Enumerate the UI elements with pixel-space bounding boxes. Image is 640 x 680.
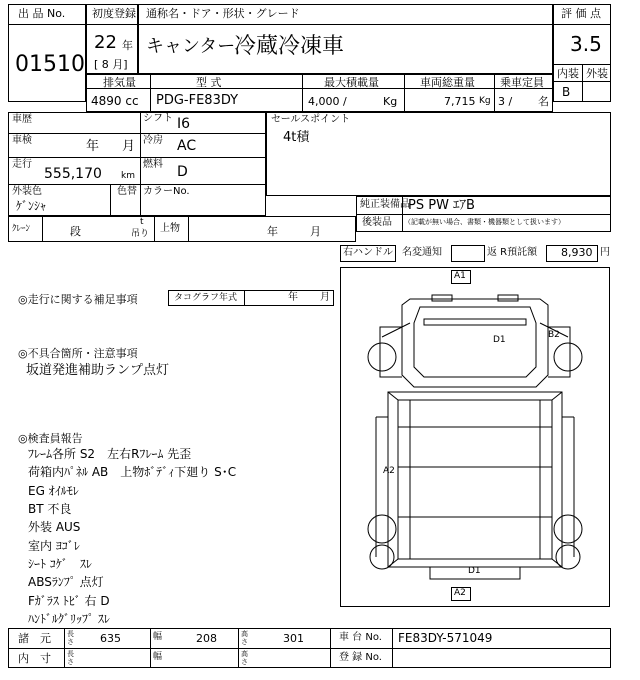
mileage-unit: km (121, 171, 135, 181)
max-load-unit: Kg (383, 95, 398, 108)
crane-ton-unit: t (140, 217, 144, 227)
interior-grade: B (562, 85, 571, 99)
damage-mark: B2 (548, 330, 560, 340)
first-reg-month: [ 8 月] (94, 58, 128, 71)
mileage: 555,170 (44, 166, 102, 182)
details-box (8, 112, 266, 216)
first-reg-label: 初度登録 (92, 7, 136, 20)
gross-weight: 7,715 (444, 95, 476, 108)
inspector-line: BT 不良 (28, 502, 72, 516)
inspector-line: 室内 ﾖｺﾞﾚ (28, 539, 80, 553)
first-reg-year-unit: 年 (122, 39, 133, 52)
inspector-line: EG ｵｲﾙﾓﾚ (28, 484, 79, 498)
tachograph-label: タコグラフ年式 (174, 293, 238, 303)
sales-point-label: セールスポイント (271, 114, 351, 125)
capacity: 3 / (498, 95, 513, 108)
mileage-label: 走行 (12, 159, 32, 170)
divider (140, 112, 141, 216)
inspector-line: ABSﾗﾝﾌﾟ 点灯 (28, 575, 104, 589)
car-name: キャンター (146, 36, 236, 57)
max-load: 4,000 / (308, 95, 347, 108)
lot-no: 01510 (15, 52, 85, 77)
divider (8, 133, 266, 134)
inspection-label: 車検 (12, 135, 32, 146)
shift: I6 (177, 116, 191, 132)
name-change-box (451, 245, 485, 262)
inspector-line: ﾊﾝﾄﾞﾙｸﾞﾘｯﾌﾟ ｽﾚ (28, 612, 110, 626)
interior-dims-label: 内 寸 (18, 652, 51, 665)
divider (64, 628, 65, 668)
upper-label: 上物 (160, 223, 180, 234)
tacho-year: 年 (288, 292, 298, 303)
displacement: 4890 cc (91, 94, 139, 108)
damage-mark: A1 (454, 271, 466, 281)
interior-label: 内装 (557, 67, 579, 80)
equipment-label: 純正装備品 (360, 199, 410, 210)
damage-mark: A2 (454, 588, 466, 598)
damage-mark: A2 (383, 466, 395, 476)
crane-label: ｸﾚｰﾝ (12, 224, 31, 234)
grade: 冷蔵冷凍車 (234, 34, 345, 59)
divider (8, 24, 86, 25)
aircon: AC (177, 138, 197, 154)
gross-weight-label: 車両総重量 (420, 76, 475, 89)
divider (8, 184, 266, 185)
rhd: 右ハンドル (343, 247, 393, 258)
damage-mark: D1 (468, 566, 481, 576)
damage-mark: D1 (493, 335, 506, 345)
color-no-label: 色替 (117, 186, 137, 197)
divider (494, 74, 495, 112)
inspection-year: 年 (86, 139, 100, 154)
lot-no-label: 出 品 No. (18, 7, 66, 20)
chassis: FE83DY-571049 (398, 631, 493, 645)
divider (330, 628, 331, 668)
tacho-month: 月 (320, 292, 330, 303)
width-label: 幅 (153, 632, 163, 642)
max-load-label: 最大積載量 (324, 76, 379, 89)
score: 3.5 (570, 32, 602, 56)
color: ｹﾞﾝｼｬ (16, 199, 47, 213)
length-label: 長さ (67, 630, 74, 646)
inspector-label: ◎検査員報告 (18, 432, 83, 445)
model: PDG-FE83DY (156, 93, 239, 108)
first-reg-year: 22 (94, 32, 117, 53)
capacity-label: 乗車定員 (500, 76, 544, 89)
deposit-label: 返 R預託額 (487, 247, 538, 258)
aftermarket-label: 後装品 (362, 217, 392, 228)
divider (302, 74, 303, 112)
divider (188, 216, 189, 242)
aftermarket-note: （記載が無い場合、書類・機器類として扱います） (404, 218, 565, 226)
upper-year: 年 (267, 225, 278, 238)
divider (8, 157, 266, 158)
width: 208 (196, 632, 217, 645)
name-label: 通称名・ドア・形状・グレード (146, 7, 300, 20)
chassis-label: 車 台 No. (339, 632, 382, 643)
aircon-label: 冷房 (143, 135, 163, 146)
color-no2-label: カラーNo. (143, 186, 190, 197)
equipment-value: PS PW ｴｱB (408, 198, 475, 213)
divider (582, 64, 583, 102)
crane-stage-unit: 段 (70, 225, 81, 238)
length-label: 長さ (67, 650, 74, 666)
deposit: 8,930 (561, 246, 593, 259)
divider (86, 88, 553, 89)
divider (404, 74, 405, 112)
model-label: 型 式 (196, 76, 222, 89)
divider (150, 628, 151, 668)
history-label: 車歴 (12, 114, 32, 125)
inspector-line: 荷箱内ﾊﾟﾈﾙ AB 上物ﾎﾞﾃﾞｨ下廻り S･C (28, 465, 237, 479)
exterior-label: 外装 (586, 67, 608, 80)
capacity-unit: 名 (538, 95, 549, 108)
divider (110, 184, 111, 216)
divider (42, 216, 43, 242)
inspector-line: 外装 AUS (28, 520, 81, 534)
reg-label: 登 録 No. (339, 652, 382, 663)
sales-point-text: 4t積 (283, 130, 310, 145)
defects-label: ◎不具合箇所・注意事項 (18, 347, 138, 360)
length: 635 (100, 632, 121, 645)
divider (238, 628, 239, 668)
height-label: 高さ (241, 650, 248, 666)
width-label: 幅 (153, 652, 163, 662)
divider (150, 74, 151, 112)
divider (8, 648, 611, 649)
color-label: 外装色 (12, 186, 42, 197)
inspection-month: 月 (122, 139, 136, 154)
height: 301 (283, 632, 304, 645)
driving-label: ◎走行に関する補足事項 (18, 293, 138, 306)
fuel: D (177, 164, 188, 180)
inspector-line: ﾌﾚｰﾑ各所 S2 左右Rﾌﾚｰﾑ 先歪 (28, 447, 192, 461)
divider (392, 628, 393, 668)
deposit-unit: 円 (600, 247, 610, 258)
shift-label: シフト (143, 113, 173, 124)
fuel-label: 燃料 (143, 159, 163, 170)
divider (553, 24, 611, 25)
crane-row (8, 216, 356, 242)
divider (244, 290, 245, 306)
divider (356, 214, 611, 215)
defect-line: 坂道発進補助ランプ点灯 (26, 363, 170, 378)
truck-outline (340, 267, 610, 607)
divider (154, 216, 155, 242)
divider (138, 24, 553, 25)
crane-hang-unit: 吊り (131, 229, 150, 239)
displacement-label: 排気量 (103, 76, 136, 89)
gross-weight-unit: Kg (479, 96, 491, 106)
inspector-line: ｼｰﾄ ｺｹﾞ ｽﾚ (28, 557, 92, 571)
dims-label: 諸 元 (18, 632, 51, 645)
divider (553, 81, 611, 82)
height-label: 高さ (241, 630, 248, 646)
divider (86, 24, 138, 25)
upper-month: 月 (310, 225, 321, 238)
inspector-line: Fｶﾞﾗｽ ﾄﾋﾞ 右 D (28, 594, 110, 608)
score-label: 評 価 点 (561, 7, 601, 20)
name-change-label: 名変通知 (402, 247, 442, 258)
